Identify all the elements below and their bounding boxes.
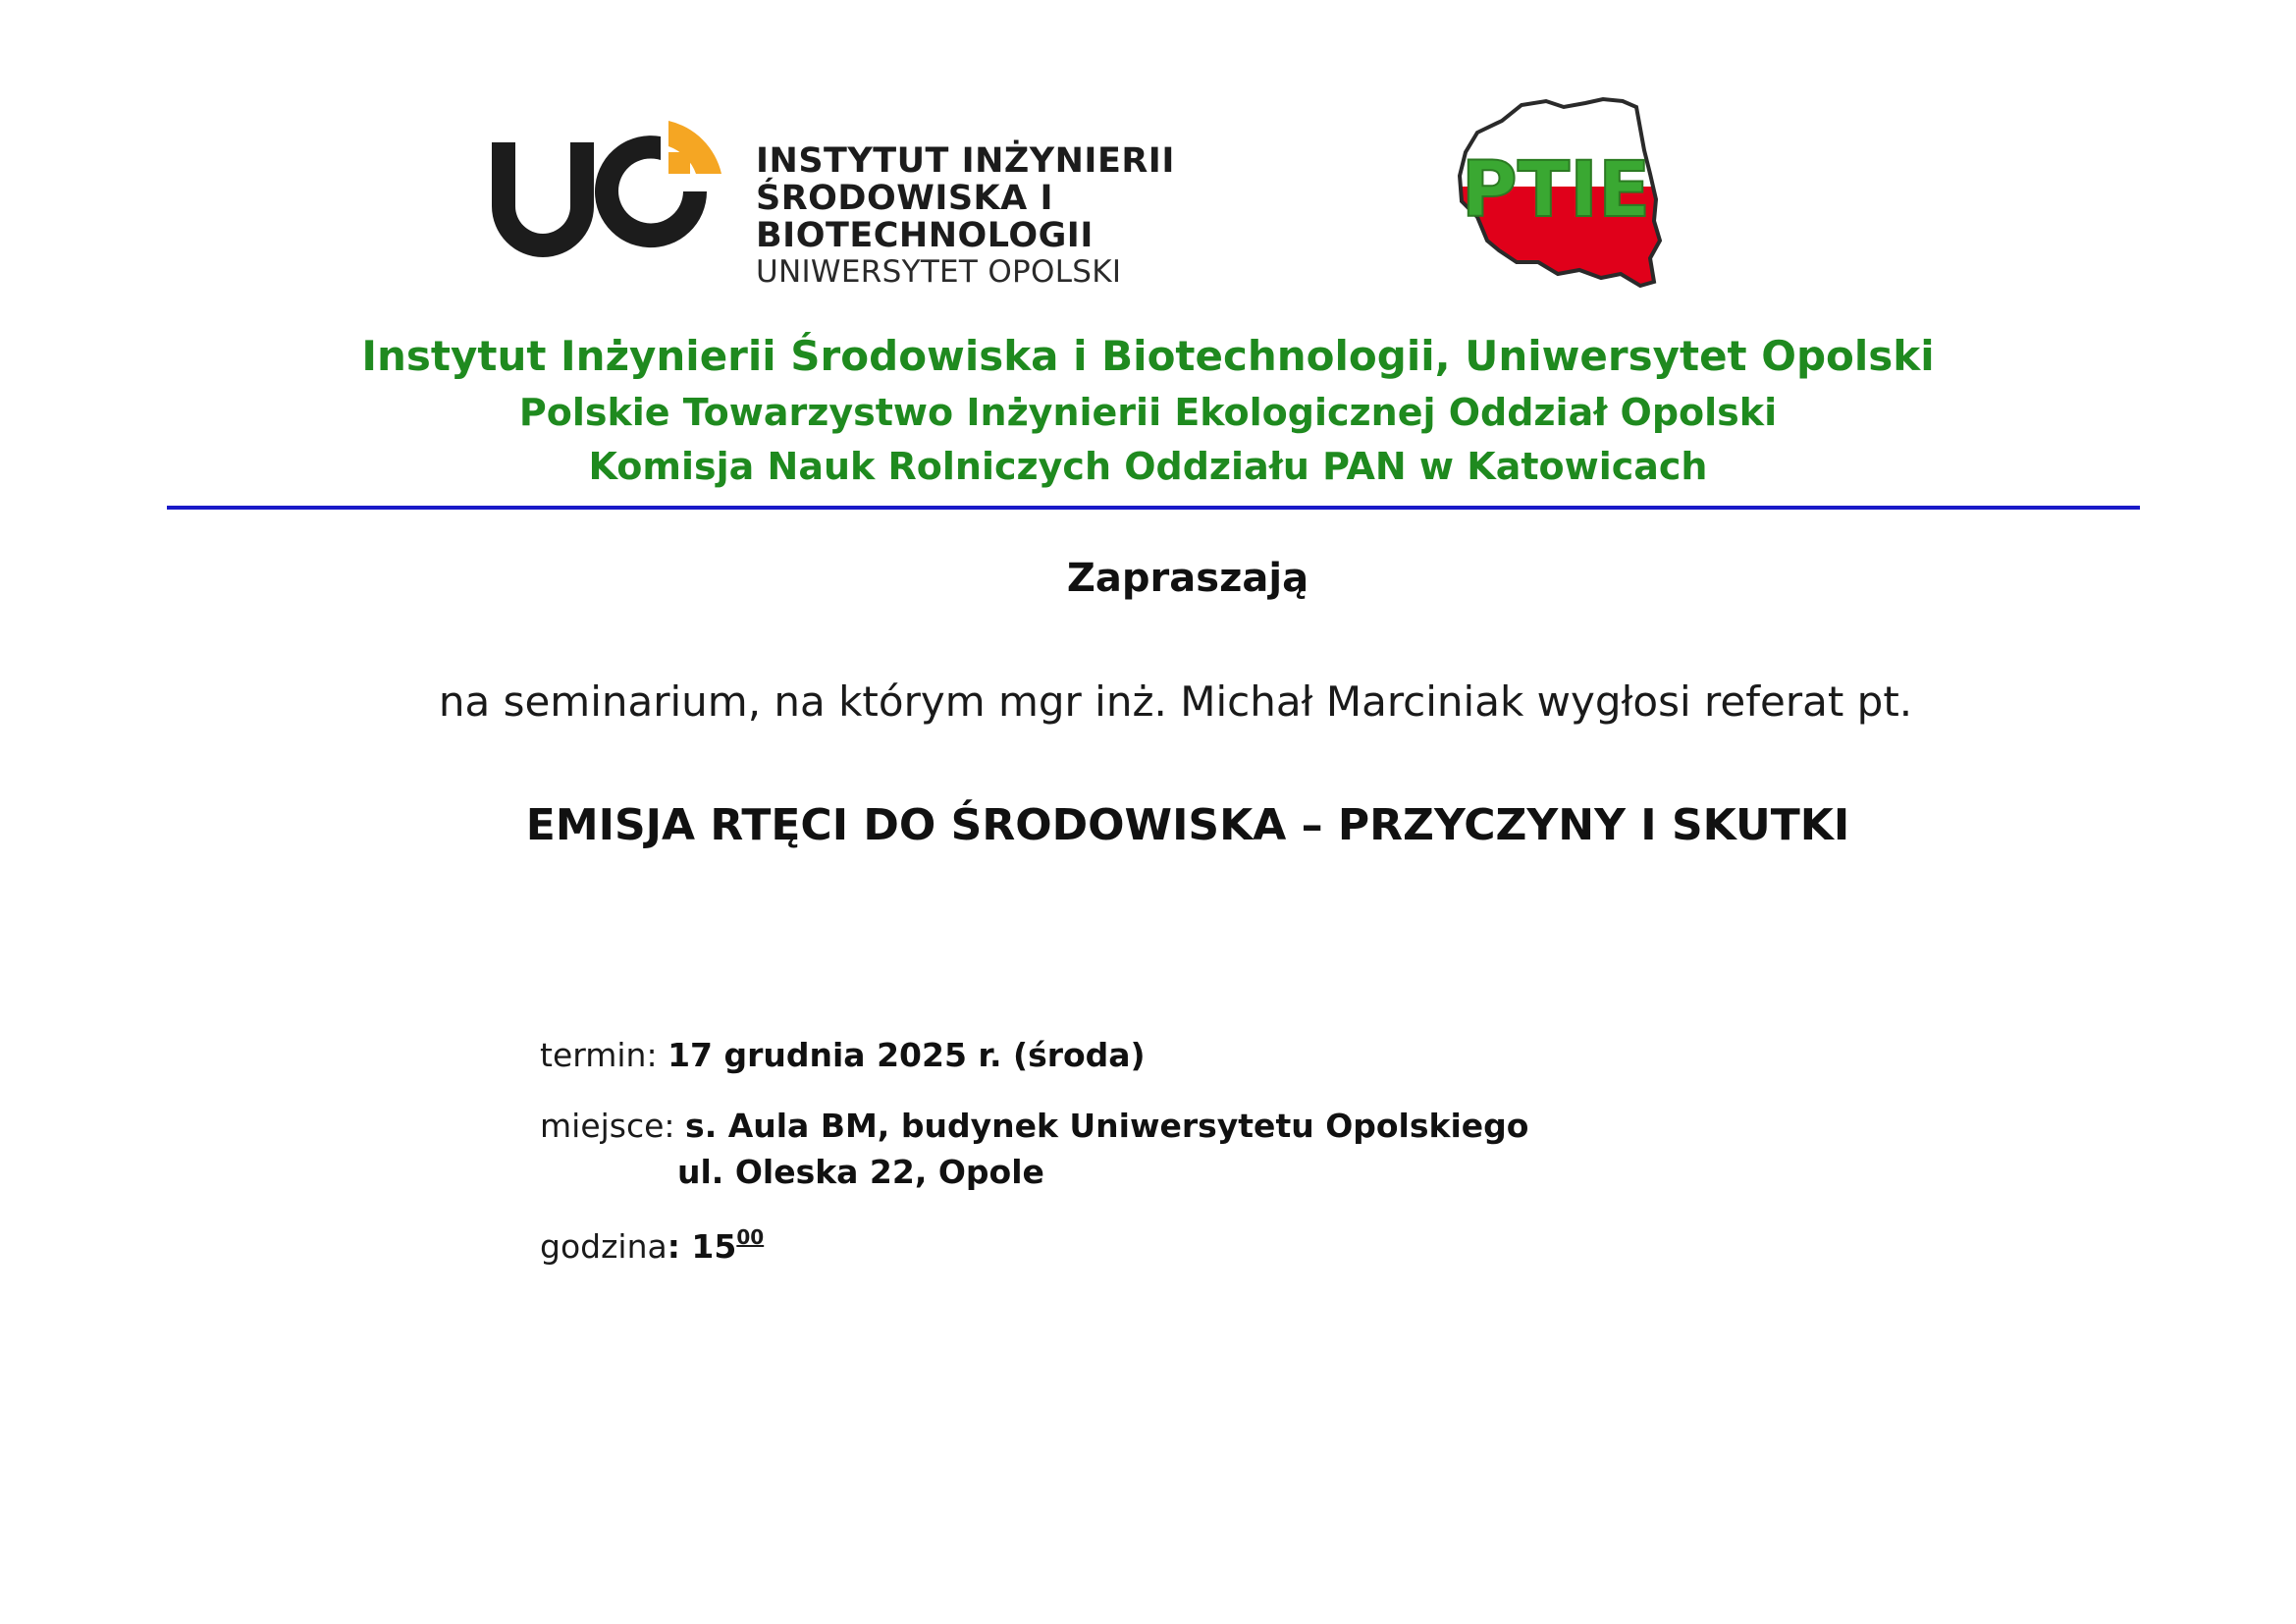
uo-institute-logo [486,113,1350,290]
hour-label: godzina [540,1227,667,1266]
invite-heading: Zapraszają [1066,556,1309,601]
detail-term [540,1036,1146,1074]
seminar-title: EMISJA RTĘCI DO ŚRODOWISKA – PRZYCZYNY I SKUTKI [525,800,1850,850]
lead-sentence: na seminarium, na którym mgr inż. Michał Marciniak wygłosi referat pt. [438,677,1913,726]
detail-place [540,1107,1528,1145]
place-line1: s. Aula BM, budynek Uniwersytetu Opolskiego [685,1107,1529,1145]
place-label: miejsce: [540,1107,675,1145]
term-label: termin: [540,1036,658,1074]
uo-logo-line2: ŚRODOWISKA I BIOTECHNOLOGII [756,179,1094,255]
uo-logo-text [756,142,1350,290]
uo-logo-mark [486,113,721,260]
place-line2: ul. Oleska 22, Opole [677,1153,1044,1191]
uo-logo-line1: INSTYTUT INŻYNIERII [756,141,1175,181]
term-value: 17 grudnia 2025 r. (środa) [667,1036,1146,1074]
organizer-institute: Instytut Inżynierii Środowiska i Biotechnologii, Uniwersytet Opolski [361,332,1935,380]
detail-address [677,1153,1044,1191]
hour-separator: : [667,1227,692,1266]
uo-logo-line3: UNIWERSYTET OPOLSKI [756,254,1122,290]
detail-hour [540,1225,764,1266]
hour-minutes: 00 [736,1225,765,1249]
ptie-logo-text: PTIE [1461,146,1651,235]
ptie-logo [1448,93,1669,299]
hour-value: 15 [691,1227,737,1266]
organizer-pan-commission: Komisja Nauk Rolniczych Oddziału PAN w Katowicach [588,445,1708,488]
organizer-ptie: Polskie Towarzystwo Inżynierii Ekologicznej Oddział Opolski [518,391,1778,434]
header-divider [167,506,2140,510]
